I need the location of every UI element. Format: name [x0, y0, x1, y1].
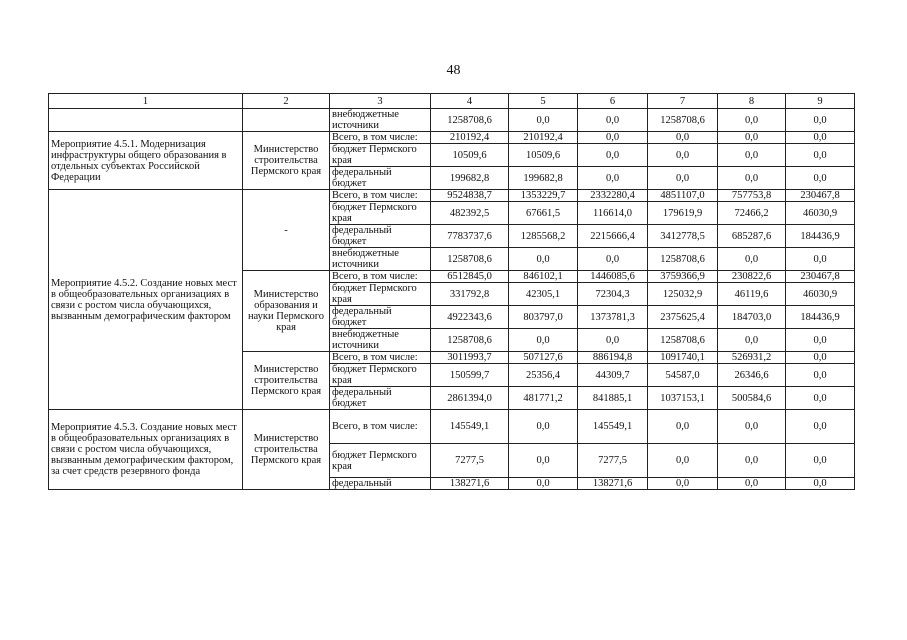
executor-cell-build: Министерство строительства Пермского края: [243, 352, 330, 410]
activity-cell-453: Мероприятие 4.5.3. Создание новых мест в общеобразовательных организациях в связи с ростом числа обучающихся, вызванным демографическим фактором, за счет средств резервного фонда: [49, 410, 243, 490]
value-cell: 184436,9: [786, 306, 855, 329]
value-cell: 0,0: [718, 478, 786, 490]
value-cell: 0,0: [578, 132, 648, 144]
executor-cell-edu: Министерство образования и науки Пермского края: [243, 271, 330, 352]
value-cell: 0,0: [718, 132, 786, 144]
value-cell: 7277,5: [431, 444, 509, 478]
value-cell: 3759366,9: [648, 271, 718, 283]
value-cell: 1258708,6: [431, 329, 509, 352]
value-cell: 54587,0: [648, 364, 718, 387]
source-label: федеральный бюджет: [330, 387, 431, 410]
header-cell: 9: [786, 94, 855, 109]
header-cell: 5: [509, 94, 578, 109]
value-cell: 0,0: [578, 329, 648, 352]
executor-cell-build: Министерство строительства Пермского края: [243, 132, 330, 190]
value-cell: 0,0: [578, 248, 648, 271]
value-cell: 0,0: [509, 444, 578, 478]
value-cell: 1091740,1: [648, 352, 718, 364]
page-number: 48: [446, 63, 461, 78]
header-cell: 3: [330, 94, 431, 109]
value-cell: 0,0: [509, 248, 578, 271]
source-label: бюджет Пермского края: [330, 202, 431, 225]
value-cell: 1258708,6: [648, 248, 718, 271]
value-cell: 482392,5: [431, 202, 509, 225]
value-cell: 4851107,0: [648, 190, 718, 202]
activity-cell-452: Мероприятие 4.5.2. Создание новых мест в общеобразовательных организациях в связи с ростом числа обучающихся, вызванным демографическим фактором: [49, 190, 243, 410]
value-cell: 0,0: [786, 364, 855, 387]
source-label: внебюджетные источники: [330, 329, 431, 352]
value-cell: 230822,6: [718, 271, 786, 283]
value-cell: 1037153,1: [648, 387, 718, 410]
value-cell: 46119,6: [718, 283, 786, 306]
value-cell: 1258708,6: [648, 109, 718, 132]
executor-cell-dash: -: [243, 190, 330, 271]
header-cell: 2: [243, 94, 330, 109]
value-cell: 0,0: [509, 329, 578, 352]
value-cell: 0,0: [786, 352, 855, 364]
value-cell: 0,0: [648, 132, 718, 144]
value-cell: 138271,6: [578, 478, 648, 490]
value-cell: 46030,9: [786, 283, 855, 306]
value-cell: 0,0: [786, 444, 855, 478]
value-cell: 7783737,6: [431, 225, 509, 248]
executor-cell-build: Министерство строительства Пермского края: [243, 410, 330, 490]
value-cell: 46030,9: [786, 202, 855, 225]
value-cell: 0,0: [578, 109, 648, 132]
value-cell: 184436,9: [786, 225, 855, 248]
value-cell: 230467,8: [786, 190, 855, 202]
source-label: бюджет Пермского края: [330, 364, 431, 387]
activity-cell: [49, 109, 243, 132]
value-cell: 507127,6: [509, 352, 578, 364]
table-row: [49, 190, 855, 202]
value-cell: 886194,8: [578, 352, 648, 364]
source-label: внебюджетные источники: [330, 109, 431, 132]
value-cell: 0,0: [786, 109, 855, 132]
value-cell: 0,0: [718, 167, 786, 190]
value-cell: 500584,6: [718, 387, 786, 410]
source-label: внебюджетные источники: [330, 248, 431, 271]
value-cell: 116614,0: [578, 202, 648, 225]
value-cell: 42305,1: [509, 283, 578, 306]
value-cell: 2332280,4: [578, 190, 648, 202]
header-cell: 8: [718, 94, 786, 109]
value-cell: 179619,9: [648, 202, 718, 225]
source-label: Всего, в том числе:: [330, 190, 431, 202]
value-cell: 10509,6: [509, 144, 578, 167]
value-cell: 0,0: [786, 478, 855, 490]
table-row: [49, 410, 855, 444]
source-label: Всего, в том числе:: [330, 271, 431, 283]
value-cell: 0,0: [578, 144, 648, 167]
value-cell: 26346,6: [718, 364, 786, 387]
value-cell: 0,0: [578, 167, 648, 190]
header-cell: 1: [49, 94, 243, 109]
value-cell: 0,0: [718, 329, 786, 352]
activity-cell-451: Мероприятие 4.5.1. Модернизация инфраструктуры общего образования в отдельных субъектах Российской Федерации: [49, 132, 243, 190]
value-cell: 0,0: [786, 132, 855, 144]
table-body: [49, 94, 855, 490]
value-cell: 0,0: [648, 410, 718, 444]
value-cell: 210192,4: [509, 132, 578, 144]
value-cell: 481771,2: [509, 387, 578, 410]
value-cell: 4922343,6: [431, 306, 509, 329]
value-cell: 0,0: [718, 248, 786, 271]
value-cell: 0,0: [648, 144, 718, 167]
value-cell: 1353229,7: [509, 190, 578, 202]
value-cell: 0,0: [786, 410, 855, 444]
value-cell: 138271,6: [431, 478, 509, 490]
value-cell: 0,0: [509, 109, 578, 132]
value-cell: 0,0: [509, 410, 578, 444]
table-row: [49, 132, 855, 144]
value-cell: 1373781,3: [578, 306, 648, 329]
value-cell: 25356,4: [509, 364, 578, 387]
value-cell: 10509,6: [431, 144, 509, 167]
value-cell: 685287,6: [718, 225, 786, 248]
value-cell: 331792,8: [431, 283, 509, 306]
header-cell: 7: [648, 94, 718, 109]
value-cell: 757753,8: [718, 190, 786, 202]
executor-cell: [243, 109, 330, 132]
value-cell: 846102,1: [509, 271, 578, 283]
source-label: бюджет Пермского края: [330, 444, 431, 478]
value-cell: 210192,4: [431, 132, 509, 144]
value-cell: 1258708,6: [648, 329, 718, 352]
value-cell: 125032,9: [648, 283, 718, 306]
source-label: федеральный: [330, 478, 431, 490]
value-cell: 199682,8: [431, 167, 509, 190]
budget-table: [48, 93, 855, 490]
value-cell: 1285568,2: [509, 225, 578, 248]
value-cell: 1446085,6: [578, 271, 648, 283]
table-row: [49, 109, 855, 132]
value-cell: 0,0: [718, 444, 786, 478]
value-cell: 2375625,4: [648, 306, 718, 329]
value-cell: 230467,8: [786, 271, 855, 283]
source-label: федеральный бюджет: [330, 167, 431, 190]
source-label: бюджет Пермского края: [330, 283, 431, 306]
source-label: бюджет Пермского края: [330, 144, 431, 167]
value-cell: 0,0: [718, 410, 786, 444]
value-cell: 0,0: [786, 387, 855, 410]
value-cell: 199682,8: [509, 167, 578, 190]
value-cell: 0,0: [786, 248, 855, 271]
value-cell: 145549,1: [578, 410, 648, 444]
value-cell: 0,0: [786, 144, 855, 167]
header-row: [49, 94, 855, 109]
value-cell: 0,0: [718, 144, 786, 167]
header-cell: 6: [578, 94, 648, 109]
source-label: федеральный бюджет: [330, 306, 431, 329]
value-cell: 1258708,6: [431, 248, 509, 271]
value-cell: 72304,3: [578, 283, 648, 306]
value-cell: 72466,2: [718, 202, 786, 225]
value-cell: 2215666,4: [578, 225, 648, 248]
value-cell: 0,0: [648, 478, 718, 490]
value-cell: 150599,7: [431, 364, 509, 387]
value-cell: 0,0: [648, 167, 718, 190]
value-cell: 7277,5: [578, 444, 648, 478]
value-cell: 0,0: [648, 444, 718, 478]
value-cell: 1258708,6: [431, 109, 509, 132]
source-label: Всего, в том числе:: [330, 132, 431, 144]
value-cell: 841885,1: [578, 387, 648, 410]
value-cell: 9524838,7: [431, 190, 509, 202]
value-cell: 0,0: [786, 329, 855, 352]
value-cell: 526931,2: [718, 352, 786, 364]
value-cell: 803797,0: [509, 306, 578, 329]
header-cell: 4: [431, 94, 509, 109]
value-cell: 6512845,0: [431, 271, 509, 283]
value-cell: 0,0: [786, 167, 855, 190]
value-cell: 67661,5: [509, 202, 578, 225]
value-cell: 0,0: [509, 478, 578, 490]
value-cell: 145549,1: [431, 410, 509, 444]
value-cell: 44309,7: [578, 364, 648, 387]
value-cell: 2861394,0: [431, 387, 509, 410]
value-cell: 3011993,7: [431, 352, 509, 364]
source-label: Всего, в том числе:: [330, 352, 431, 364]
value-cell: 0,0: [718, 109, 786, 132]
value-cell: 3412778,5: [648, 225, 718, 248]
source-label: федеральный бюджет: [330, 225, 431, 248]
value-cell: 184703,0: [718, 306, 786, 329]
source-label: Всего, в том числе:: [330, 410, 431, 444]
